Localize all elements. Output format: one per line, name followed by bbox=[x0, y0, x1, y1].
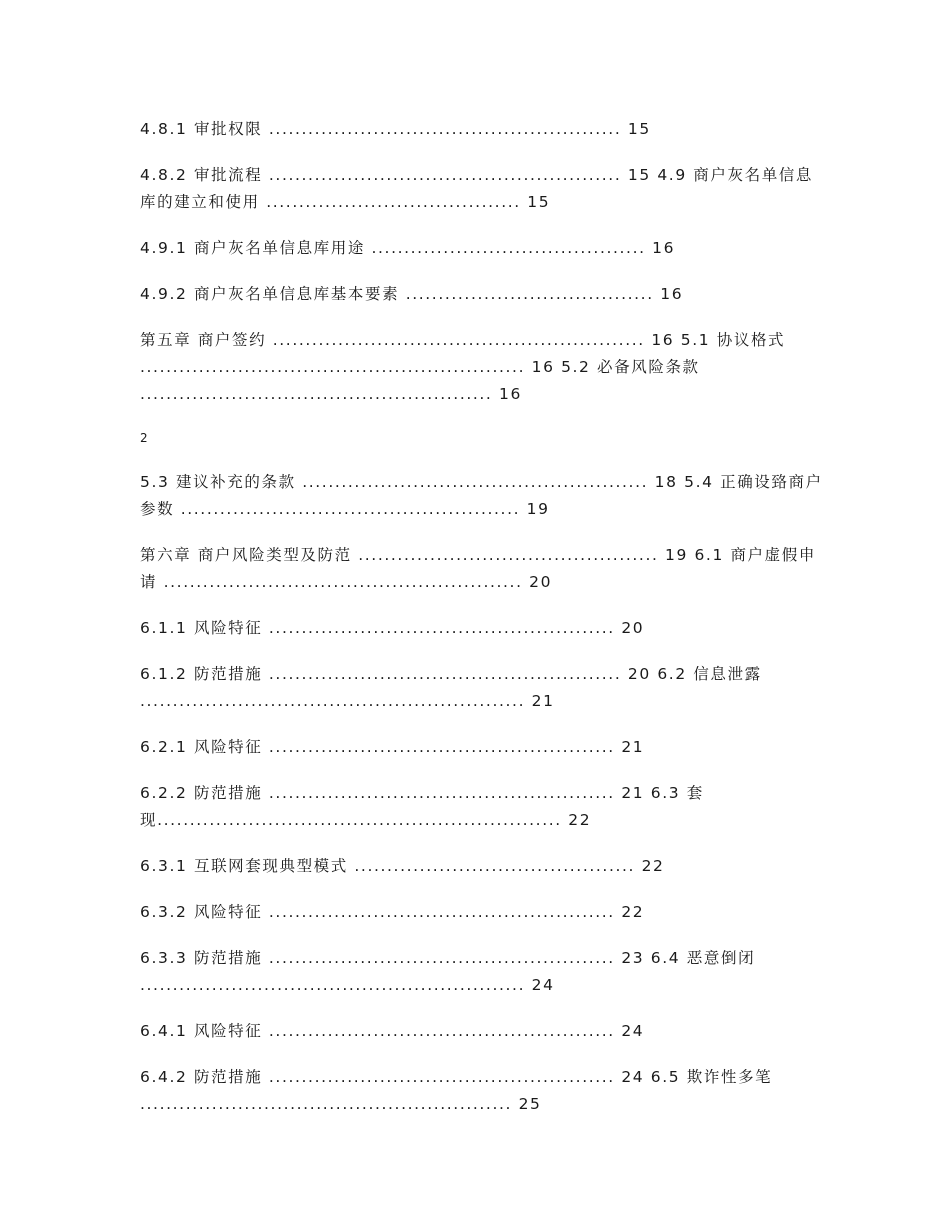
toc-line: ......................................................... 25 bbox=[140, 1095, 542, 1113]
toc-line: 4.9.1 商户灰名单信息库用途 .......................................... 16 bbox=[140, 239, 676, 257]
toc-line: 库的建立和使用 ....................................... 15 bbox=[140, 193, 551, 211]
page-number: 2 bbox=[140, 431, 148, 445]
toc-line: 6.4.2 防范措施 ..................................................... 24 6.5 欺诈性多笔 bbox=[140, 1068, 773, 1086]
toc-line: 4.8.1 审批权限 ...................................................... 15 bbox=[140, 120, 651, 138]
toc-line: ........................................................... 16 5.2 必备风险条款 bbox=[140, 358, 700, 376]
toc-line: ...................................................... 16 bbox=[140, 385, 522, 403]
toc-line: 现.............................................................. 22 bbox=[140, 811, 592, 829]
toc-line: ........................................................... 21 bbox=[140, 692, 555, 710]
toc-line: 第六章 商户风险类型及防范 .............................................. 19 6.1 商户虚假申 bbox=[140, 546, 816, 564]
toc-line: 6.3.3 防范措施 ..................................................... 23 6.4 恶意倒闭 bbox=[140, 949, 756, 967]
toc-line: 4.8.2 审批流程 ...................................................... 15 4.9 商户灰名单信息 bbox=[140, 166, 814, 184]
toc-line: 4.9.2 商户灰名单信息库基本要素 ...................................... 16 bbox=[140, 285, 684, 303]
toc-line: 6.3.2 风险特征 ..................................................... 22 bbox=[140, 903, 645, 921]
toc-line: 6.4.1 风险特征 ..................................................... 24 bbox=[140, 1022, 645, 1040]
toc-line: 参数 .................................................... 19 bbox=[140, 500, 550, 518]
toc-line: 5.3 建议补充的条款 ..................................................... 18 5.4 正确设臵商户 bbox=[140, 473, 823, 491]
toc-line: 请 ....................................................... 20 bbox=[140, 573, 553, 591]
toc-line: 6.2.1 风险特征 ..................................................... 21 bbox=[140, 738, 645, 756]
toc-line: 6.2.2 防范措施 ..................................................... 21 6.3 套 bbox=[140, 784, 704, 802]
toc-line: 6.1.2 防范措施 ...................................................... 20 6.2 信息泄露 bbox=[140, 665, 762, 683]
toc-line: 6.3.1 互联网套现典型模式 ........................................... 22 bbox=[140, 857, 665, 875]
toc-line: 第五章 商户签约 ......................................................... 16 5.1 协议格式 bbox=[140, 331, 786, 349]
toc-line: ........................................................... 24 bbox=[140, 976, 555, 994]
toc-line: 6.1.1 风险特征 ..................................................... 20 bbox=[140, 619, 645, 637]
